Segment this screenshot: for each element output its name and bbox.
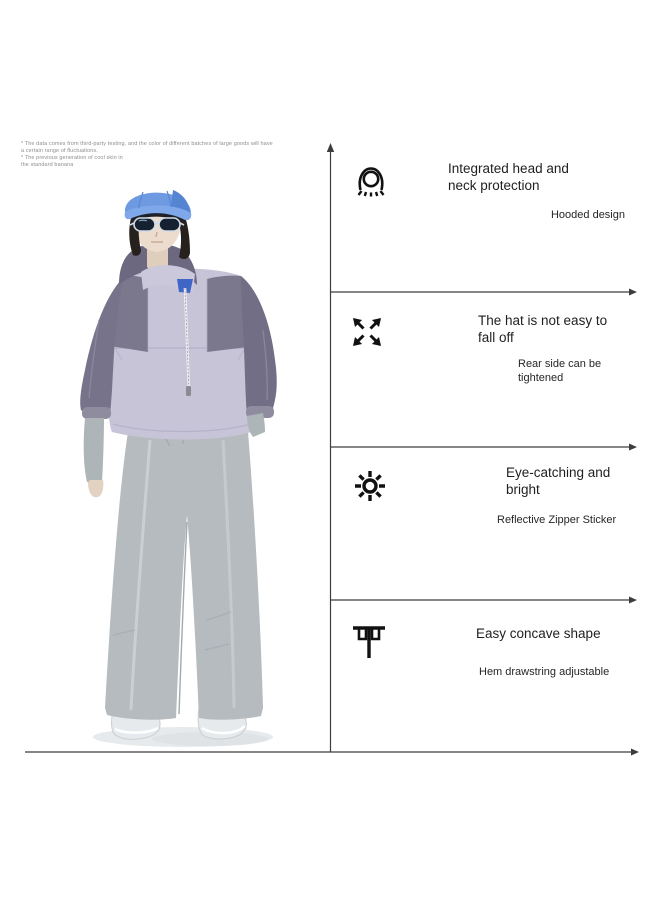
section-divider-arrow-1 <box>331 289 638 296</box>
feature-title: The hat is not easy to fall off <box>478 313 608 345</box>
sun-icon <box>353 469 387 503</box>
disclaimer-text <box>21 141 301 169</box>
section-divider-arrow-2 <box>331 444 638 451</box>
feature-title: Eye-catching and bright <box>506 465 611 497</box>
feature-subtitle: Hooded design <box>550 209 625 221</box>
section-divider-arrow-3 <box>331 597 638 604</box>
feature-title: Easy concave shape <box>476 626 601 641</box>
feature-subtitle: Hem drawstring adjustable <box>479 666 610 678</box>
product-model-photo <box>55 180 305 760</box>
feature-subtitle: Reflective Zipper Sticker <box>497 514 617 526</box>
feature-title: Integrated head and neck protection <box>448 161 569 193</box>
feature-subtitle: Rear side can be tightened <box>518 358 602 384</box>
disclaimer-line: the standard banana <box>21 162 74 168</box>
model-pants <box>105 432 263 720</box>
disclaimer-line: * The previous generation of cool skin in <box>21 155 123 161</box>
vertical-divider-line <box>327 143 334 752</box>
hood-icon <box>353 164 389 200</box>
disclaimer-line: a certain range of fluctuations. <box>21 148 98 154</box>
disclaimer-line: * The data comes from third-party testing, and the color of different batches of large goods will have <box>21 141 273 147</box>
drawstring-icon <box>350 622 388 662</box>
expand-arrows-icon <box>350 315 384 349</box>
